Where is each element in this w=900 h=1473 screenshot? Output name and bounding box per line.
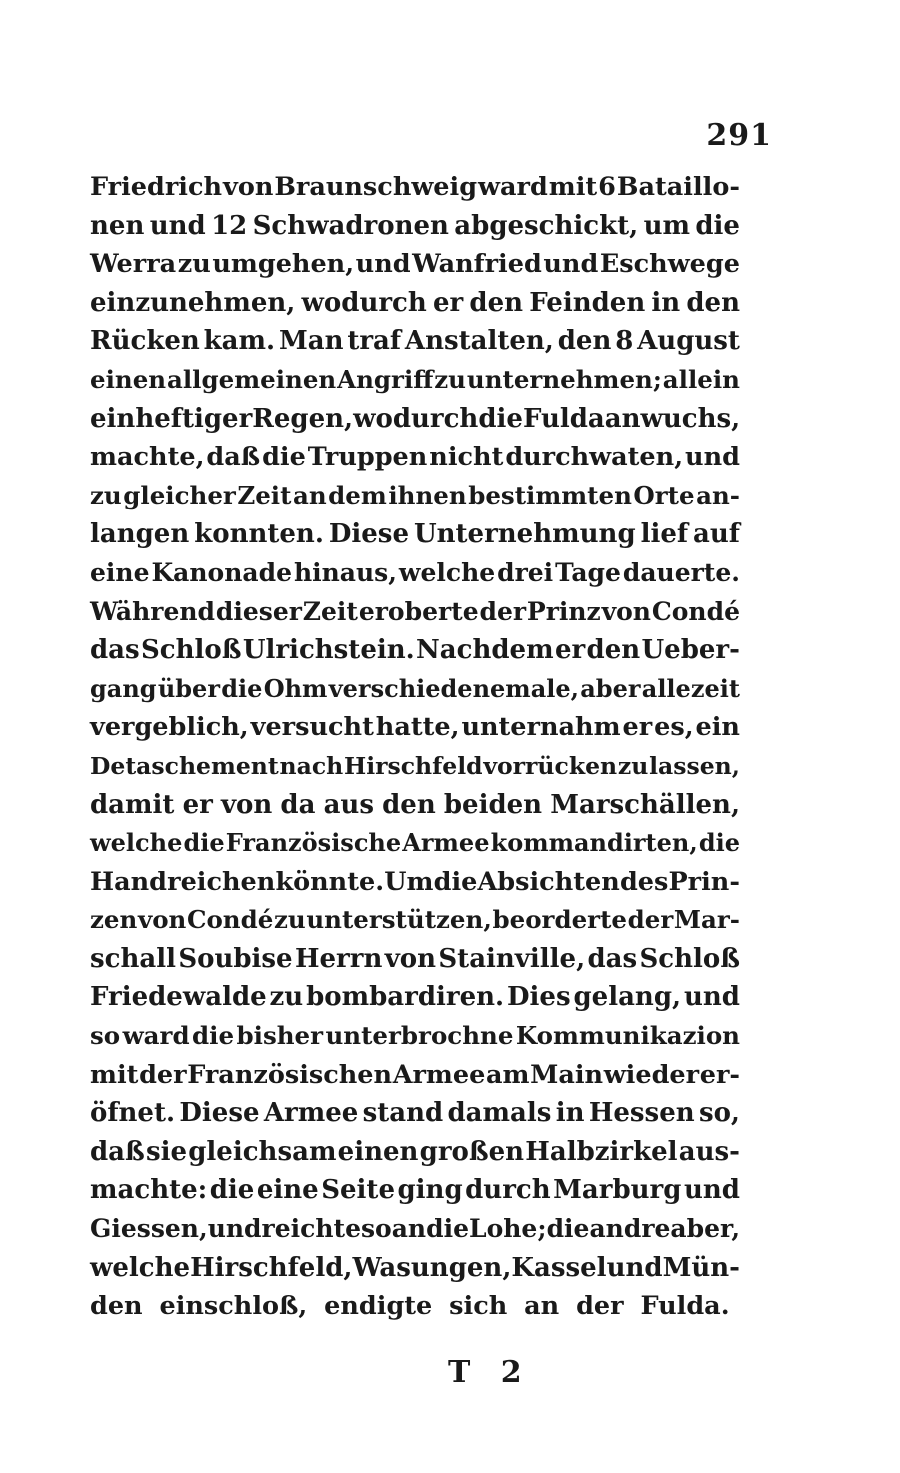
text-line: Hand reichen könnte. Um die Absichten des Prin-	[90, 866, 740, 897]
text-line: ein heftiger Regen, wodurch die Fulda anwuchs,	[90, 403, 741, 434]
text-line: machte, daß die Truppen nicht durchwaten, und	[90, 442, 740, 473]
text-line: nen und 12 Schwadronen abgeschickt, um die	[90, 210, 740, 241]
signature-mark: T 2	[448, 1355, 532, 1390]
text-line: Während dieser Zeit eroberte der Prinz von Condé	[90, 596, 740, 626]
text-line: den einschloß, endigte sich an der Fulda.	[90, 1291, 730, 1322]
text-line: einzunehmen, wodurch er den Feinden in den	[90, 287, 740, 318]
text-line: Friedrich von Braunschweig ward mit 6 Bataillo-	[90, 172, 740, 202]
text-line: eine Kanonade hinaus, welche drei Tage dauerte.	[90, 557, 740, 587]
text-line: schall Soubise Herrn von Stainville, das Schloß	[90, 943, 740, 974]
text-line: einen allgemeinen Angriff zu unternehmen; allein	[90, 364, 740, 394]
body-text	[90, 168, 740, 1326]
text-line: gang über die Ohm verschiedenemale, aber allezeit	[90, 673, 740, 703]
text-line: machte: die eine Seite ging durch Marburg und	[90, 1175, 740, 1206]
text-line: welche Hirschfeld, Wasungen, Kassel und Mün-	[90, 1252, 740, 1283]
text-line: zu gleicher Zeit an dem ihnen bestimmten Orte an-	[90, 480, 740, 510]
page-number: 291	[706, 118, 772, 153]
text-line: Rücken kam. Man traf Anstalten, den 8 August	[90, 326, 740, 357]
text-line: Giessen, und reichte so an die Lohe; die andre aber,	[90, 1214, 741, 1244]
text-line: zen von Condé zu unterstützen, beorderte der Mar-	[90, 905, 740, 935]
text-line: daß sie gleichsam einen großen Halbzirkel aus-	[90, 1136, 740, 1167]
text-line: das Schloß Ulrichstein. Nachdem er den Ueber-	[90, 635, 740, 666]
text-line: welche die Französische Armee kommandirten, die	[90, 828, 740, 858]
text-line: Friedewalde zu bombardiren. Dies gelang, und	[90, 982, 740, 1013]
text-line: Detaschement nach Hirschfeld vorrücken zu lassen,	[90, 751, 740, 780]
text-line: öfnet. Diese Armee stand damals in Hessen so,	[90, 1098, 740, 1129]
text-line: mit der Französischen Armee am Main wieder er-	[90, 1059, 740, 1090]
text-line: damit er von da aus den beiden Marschällen,	[90, 789, 740, 820]
text-line: Werra zu umgehen, und Wanfried und Eschwege	[90, 249, 740, 280]
text-line: langen konnten. Diese Unternehmung lief auf	[90, 519, 740, 550]
text-line: so ward die bisher unterbrochne Kommunikazion	[90, 1021, 740, 1051]
text-line: vergeblich, versucht hatte, unternahm er es, ein	[90, 712, 740, 743]
